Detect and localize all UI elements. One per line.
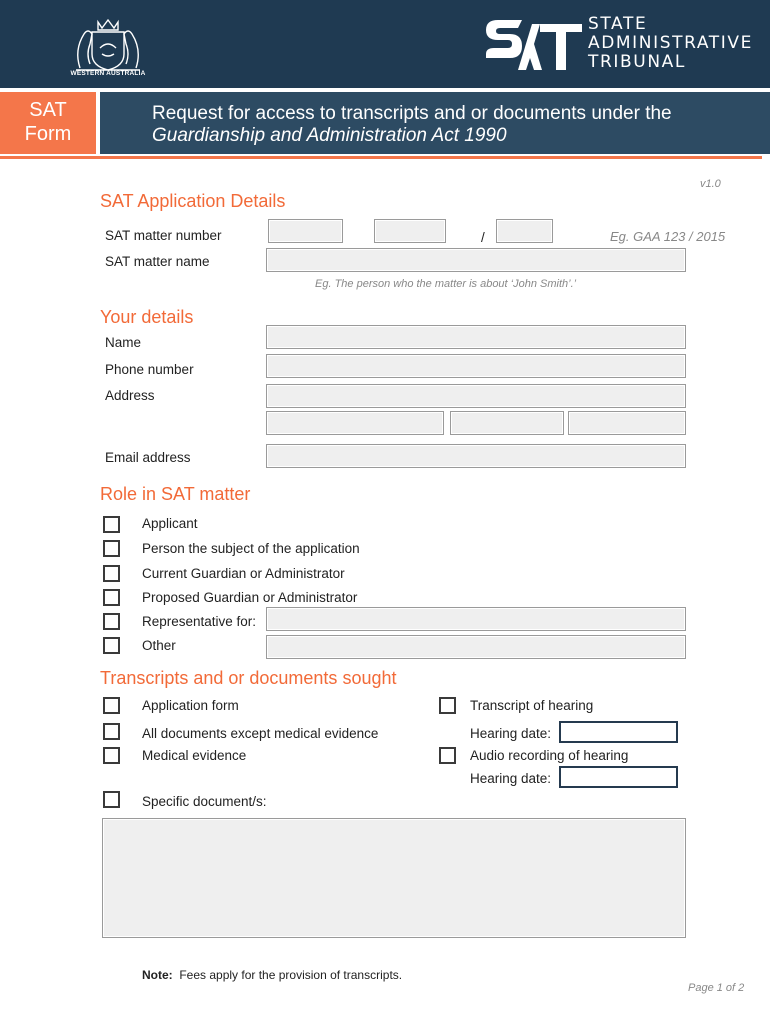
audio-recording-label: Audio recording of hearing — [470, 748, 629, 763]
address-state-field[interactable] — [450, 411, 564, 435]
hearing-date-label-1: Hearing date: — [470, 726, 552, 741]
sat-logo-icon — [484, 18, 584, 74]
badge-line-1: SAT — [29, 99, 67, 121]
sat-logo-wordmark — [588, 15, 753, 72]
medical-evidence-label: Medical evidence — [142, 748, 247, 763]
role-applicant-checkbox[interactable] — [103, 516, 120, 533]
email-label: Email address — [105, 450, 191, 465]
logo-line-state: STATE — [588, 14, 648, 34]
audio-recording-checkbox[interactable] — [439, 747, 456, 764]
form-subtitle: Guardianship and Administration Act 1990 — [152, 125, 507, 146]
specific-documents-label: Specific document/s: — [142, 794, 267, 809]
matter-name-field[interactable] — [266, 248, 686, 272]
role-proposed-guardian-label: Proposed Guardian or Administrator — [142, 590, 358, 605]
section-application-details: SAT Application Details — [100, 191, 286, 211]
application-form-label: Application form — [142, 698, 239, 713]
name-field[interactable] — [266, 325, 686, 349]
note-prefix: Note: — [142, 968, 173, 982]
name-label: Name — [105, 335, 142, 350]
form-title: Request for access to transcripts and or documents under the — [152, 103, 672, 124]
transcript-hearing-date-field[interactable] — [559, 721, 678, 743]
badge-line-2: Form — [24, 123, 72, 145]
role-other-label: Other — [142, 638, 176, 653]
medical-evidence-checkbox[interactable] — [103, 747, 120, 764]
role-proposed-guardian-checkbox[interactable] — [103, 589, 120, 606]
logo-line-administrative: ADMINISTRATIVE — [588, 33, 753, 53]
role-representative-label: Representative for: — [142, 614, 257, 629]
section-documents: Transcripts and or documents sought — [100, 668, 397, 688]
role-current-guardian-checkbox[interactable] — [103, 565, 120, 582]
role-subject-label: Person the subject of the application — [142, 541, 360, 556]
matter-number-type-field[interactable] — [268, 219, 343, 243]
address-label: Address — [105, 388, 155, 403]
email-field[interactable] — [266, 444, 686, 468]
fees-note — [142, 968, 402, 982]
section-role: Role in SAT matter — [100, 484, 251, 504]
matter-number-label: SAT matter number — [105, 228, 222, 243]
phone-field[interactable] — [266, 354, 686, 378]
other-role-field[interactable] — [266, 635, 686, 659]
matter-number-field[interactable] — [374, 219, 446, 243]
all-documents-checkbox[interactable] — [103, 723, 120, 740]
note-text: Fees apply for the provision of transcripts. — [179, 968, 403, 982]
address-line-field[interactable] — [266, 384, 686, 408]
hearing-date-label-2: Hearing date: — [470, 771, 552, 786]
divider-line — [0, 156, 762, 159]
form-title-box — [100, 92, 770, 154]
role-other-checkbox[interactable] — [103, 637, 120, 654]
section-your-details: Your details — [100, 307, 194, 327]
crest-caption: WESTERN AUSTRALIA — [70, 70, 146, 77]
specific-documents-textarea[interactable] — [102, 818, 686, 938]
all-documents-label: All documents except medical evidence — [142, 726, 379, 741]
representative-field[interactable] — [266, 607, 686, 631]
sat-form-badge — [0, 92, 96, 154]
logo-line-tribunal: TRIBUNAL — [588, 52, 686, 72]
role-subject-checkbox[interactable] — [103, 540, 120, 557]
audio-hearing-date-field[interactable] — [559, 766, 678, 788]
matter-number-separator: / — [481, 230, 485, 245]
role-current-guardian-label: Current Guardian or Administrator — [142, 566, 345, 581]
version-label: v1.0 — [700, 178, 721, 190]
role-representative-checkbox[interactable] — [103, 613, 120, 630]
address-suburb-field[interactable] — [266, 411, 444, 435]
transcript-checkbox[interactable] — [439, 697, 456, 714]
matter-year-field[interactable] — [496, 219, 553, 243]
application-form-checkbox[interactable] — [103, 697, 120, 714]
address-postcode-field[interactable] — [568, 411, 686, 435]
page-number: Page 1 of 2 — [688, 982, 745, 994]
phone-label: Phone number — [105, 362, 194, 377]
matter-name-label: SAT matter name — [105, 254, 210, 269]
matter-name-hint: Eg. The person who the matter is about ‘John Smith’.’ — [315, 278, 577, 290]
transcript-label: Transcript of hearing — [470, 698, 594, 713]
specific-documents-checkbox[interactable] — [103, 791, 120, 808]
role-applicant-label: Applicant — [142, 516, 198, 531]
matter-number-example: Eg. GAA 123 / 2015 — [610, 229, 726, 244]
